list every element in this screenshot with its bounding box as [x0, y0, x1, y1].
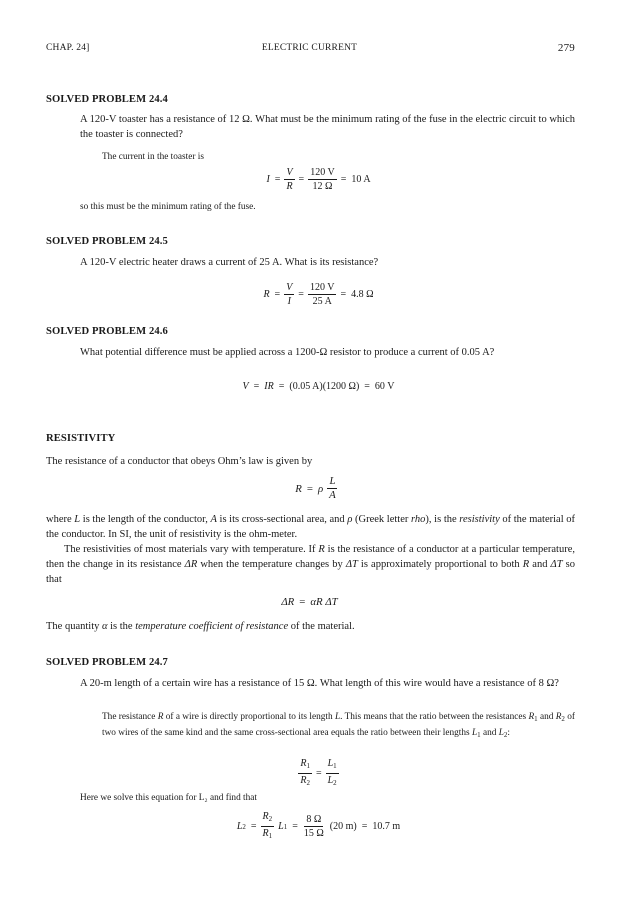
text-run: ), is the [425, 514, 460, 525]
math-symbol: L [327, 775, 334, 786]
running-head-chapter: CHAP. 24] [46, 43, 90, 53]
text-run: (Greek letter [352, 514, 412, 525]
subscript: 2 [268, 815, 273, 823]
eq-denominator: I [287, 296, 291, 307]
resistivity-paragraph-3 [46, 619, 575, 634]
eq-symbol: R [263, 289, 270, 300]
problem-24-7-explanation [102, 711, 575, 742]
eq-fraction [302, 814, 326, 839]
subscript: 2 [306, 779, 310, 787]
emphasis-text: rho [411, 514, 426, 525]
subscript: 1 [333, 762, 337, 770]
problem-24-7-heading: SOLVED PROBLEM 24.7 [46, 657, 168, 668]
math-symbol: ρ [347, 514, 353, 525]
math-symbol: R [555, 712, 562, 722]
text-run: The resistance [102, 712, 158, 722]
text-run: is the length of the conductor, [80, 514, 211, 525]
eq-denominator: R [286, 181, 293, 192]
page-number: 279 [557, 42, 575, 54]
eq-numerator: L [329, 475, 336, 487]
eq-denominator: 15 Ω [303, 828, 324, 839]
resistivity-intro: The resistance of a conductor that obeys Ohm’s law is given by [46, 456, 313, 467]
eq-numerator: V [286, 167, 293, 178]
text-run: and [537, 712, 556, 722]
temperature-coefficient-equation [0, 596, 619, 608]
text-run: : [507, 727, 510, 738]
eq-operator: = [340, 174, 347, 185]
eq-numerator [261, 811, 275, 827]
math-symbol: R [157, 712, 164, 722]
eq-operator: = [253, 381, 260, 392]
defined-term: temperature coefficient of resistance [135, 621, 289, 632]
eq-operator: = [299, 596, 306, 608]
math-symbol: α [102, 621, 108, 632]
text-run: is the [107, 621, 136, 632]
eq-fraction [308, 282, 337, 307]
eq-fraction [326, 758, 339, 789]
resistivity-heading: RESISTIVITY [46, 433, 116, 444]
math-symbol: ΔT [550, 559, 563, 570]
subscript: 2 [561, 715, 565, 723]
math-symbol: R [528, 712, 535, 722]
eq-fraction [327, 476, 338, 501]
text-run: of two wires of the same kind and the same cross-sectional area equals the ratio between their lengths [102, 712, 575, 738]
eq-result: 4.8 Ω [351, 289, 374, 300]
text-run: when the temperature changes by [197, 559, 346, 570]
eq-symbol: IR [264, 381, 274, 392]
subscript: 1 [534, 715, 538, 723]
text-run: of the material of the conductor. In SI, the unit of resistivity is the ohm-meter. [46, 514, 576, 540]
eq-symbol: ΔR [281, 596, 295, 608]
eq-denominator: A [329, 489, 336, 501]
problem-24-4-heading: SOLVED PROBLEM 24.4 [46, 94, 168, 105]
eq-operator: = [250, 821, 257, 832]
text-run: is the resistance of a conductor at a particular temperature, then the change in its resistance [46, 544, 575, 570]
eq-numerator: 120 V [310, 167, 335, 178]
math-symbol: R [262, 828, 269, 839]
problem-24-5-heading: SOLVED PROBLEM 24.5 [46, 236, 168, 247]
subscript: 2 [503, 730, 508, 739]
eq-operator: = [364, 381, 370, 392]
subscript: 1 [306, 762, 310, 770]
eq-denominator: 12 Ω [312, 181, 333, 192]
subscript: 2 [242, 822, 246, 831]
math-symbol: L [471, 727, 478, 738]
resistivity-paragraph-2 [46, 542, 575, 587]
text-run: The resistivities of most materials vary with temperature. If [64, 544, 319, 555]
eq-operator: = [315, 768, 322, 779]
math-symbol: R [318, 544, 325, 555]
eq-operator: = [361, 821, 368, 832]
problem-24-7-solve-text: Here we solve this equation for L₂ and find that [80, 793, 257, 803]
text-run: is its cross-sectional area, and [216, 514, 348, 525]
eq-result: 10.7 m [372, 821, 401, 832]
eq-operator: = [292, 821, 298, 832]
math-symbol: L [74, 514, 81, 525]
eq-denominator [326, 774, 339, 789]
solution-equation [0, 811, 619, 842]
eq-denominator: 25 A [312, 296, 332, 307]
math-symbol: R [300, 775, 307, 786]
eq-numerator [326, 758, 339, 774]
eq-denominator [261, 827, 275, 842]
eq-operator: = [298, 289, 304, 300]
eq-symbol: R [295, 482, 302, 495]
problem-24-5-question: A 120-V electric heater draws a current of 25 A. What is its resistance? [80, 257, 379, 268]
eq-numerator [298, 758, 312, 774]
eq-operator: = [298, 174, 305, 185]
ratio-equation [0, 758, 619, 789]
problem-24-4-conclusion: so this must be the minimum rating of the fuse. [80, 202, 256, 212]
text-run: . This means that the ratio between the resistances [340, 712, 529, 722]
problem-24-6-equation [0, 381, 619, 392]
subscript: 2 [333, 779, 337, 787]
eq-symbol: V [242, 381, 249, 392]
subscript: 1 [477, 730, 481, 739]
text-run: where [46, 514, 75, 525]
math-symbol: L [498, 727, 504, 738]
eq-fraction [284, 167, 294, 192]
problem-24-7-question: A 20-m length of a certain wire has a resistance of 15 Ω. What length of this wire would have a resistance of 8 Ω? [80, 678, 559, 689]
eq-symbol: I [266, 174, 270, 185]
math-symbol: A [210, 514, 217, 525]
text-run: The quantity [46, 621, 102, 632]
eq-symbol: ρ [317, 482, 324, 495]
eq-denominator [298, 774, 312, 789]
eq-operator: = [274, 174, 281, 185]
math-symbol: L [236, 821, 243, 832]
eq-fraction [284, 282, 294, 307]
text-run: of a wire is directly proportional to its length [163, 712, 335, 722]
eq-fraction [308, 167, 337, 192]
resistivity-paragraph-1 [46, 512, 575, 542]
eq-expression: αR ΔT [310, 596, 338, 608]
eq-calculation: (20 m) [329, 821, 357, 832]
eq-fraction [298, 758, 312, 789]
eq-operator: = [340, 289, 347, 300]
problem-24-6-question: What potential difference must be applied across a 1200-Ω resistor to produce a current of 0.05 A? [80, 347, 495, 358]
subscript: 1 [283, 822, 288, 831]
problem-24-4-intro: The current in the toaster is [102, 152, 204, 162]
math-symbol: L [334, 712, 341, 722]
resistivity-equation [0, 476, 619, 501]
math-symbol: ΔT [345, 559, 358, 570]
eq-operator: = [274, 289, 281, 300]
eq-result: 60 V [374, 381, 395, 392]
eq-numerator: V [286, 282, 293, 293]
text-run: of the material. [288, 621, 355, 632]
problem-24-4-equation [0, 167, 619, 192]
text-run: and [480, 727, 499, 738]
math-symbol: L [278, 821, 284, 832]
eq-numerator: 8 Ω [306, 814, 322, 825]
eq-numerator: 120 V [309, 282, 335, 293]
text-run: is approximately proportional to both [357, 559, 523, 570]
eq-result: 10 A [351, 174, 371, 185]
math-symbol: R [262, 811, 269, 822]
math-symbol: R [300, 758, 307, 769]
eq-calculation: (0.05 A)(1200 Ω) [289, 381, 360, 392]
eq-fraction [261, 811, 275, 842]
math-symbol: ΔR [184, 559, 198, 570]
running-head-title: ELECTRIC CURRENT [261, 43, 358, 53]
math-symbol: R [522, 559, 530, 570]
math-symbol: L [327, 758, 334, 769]
text-run: so that [46, 559, 575, 585]
problem-24-4-question: A 120-V toaster has a resistance of 12 Ω. What must be the minimum rating of the fuse in the electric circuit to which the toaster is connected? [80, 114, 575, 140]
eq-operator: = [278, 381, 285, 392]
problem-24-6-heading: SOLVED PROBLEM 24.6 [46, 326, 168, 337]
eq-operator: = [306, 482, 313, 495]
text-run: and [529, 559, 551, 570]
problem-24-5-equation [0, 282, 619, 307]
defined-term: resistivity [459, 514, 500, 525]
subscript: 1 [268, 832, 273, 840]
